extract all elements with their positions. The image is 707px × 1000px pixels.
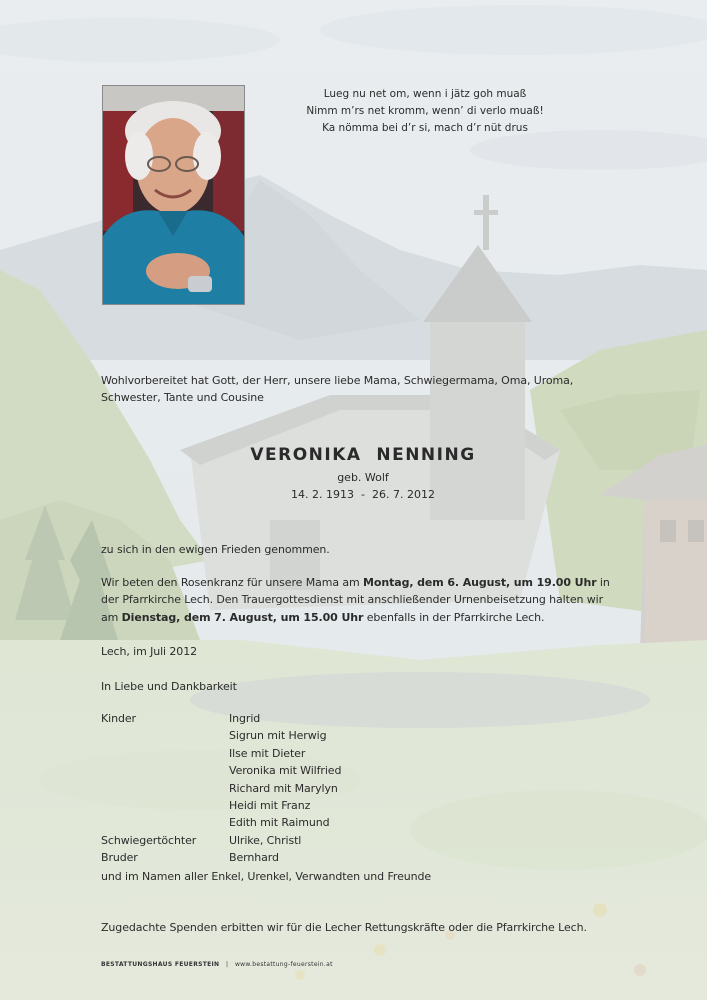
family-names: Ingrid (229, 712, 261, 725)
family-relation: Bruder (101, 851, 138, 865)
others-line: und im Namen aller Enkel, Urenkel, Verwandten und Freunde (101, 870, 432, 883)
maiden-name: geb. Wolf (337, 471, 389, 484)
peace-text: zu sich in den ewigen Frieden genommen. (101, 543, 330, 556)
family-names: Richard mit Marylyn (229, 781, 338, 795)
poem-line: Nimm m’rs net kromm, wenn’ di verlo muaß! (306, 105, 544, 117)
footer-website[interactable]: www.bestattung-feuerstein.at (234, 961, 333, 968)
donations-note: Zugedachte Spenden erbitten wir für die Lecher Rettungskräfte oder die Pfarrkirche Lech. (101, 921, 587, 934)
intro-text: Wohlvorbereitet hat Gott, der Herr, unsere liebe Mama, Schwiegermama, Oma, Uroma, Schwester, Tante und Cousine (101, 374, 574, 405)
family-relation (101, 745, 229, 762)
family-relation (101, 762, 229, 779)
rosary-date: Montag, dem 6. August, um 19.00 Uhr (363, 576, 597, 589)
family-row (101, 745, 601, 762)
family-names: Edith mit Raimund (229, 816, 330, 830)
family-relation (101, 727, 229, 744)
poem (300, 86, 550, 137)
footer-company: BESTATTUNGSHAUS FEUERSTEIN (101, 961, 220, 968)
family-list (101, 710, 601, 867)
service-text-3: ebenfalls in der Pfarrkirche Lech. (363, 610, 545, 624)
family-row (101, 814, 601, 831)
family-names: Bernhard (229, 851, 279, 865)
poem-line: Ka nömma bei d’r si, mach d’r nüt drus (322, 122, 528, 134)
family-relation: Kinder (101, 712, 136, 725)
service-info (101, 574, 611, 626)
funeral-date: Dienstag, dem 7. August, um 15.00 Uhr (121, 610, 364, 624)
family-names: Sigrun mit Herwig (229, 729, 327, 743)
family-names: Ilse mit Dieter (229, 746, 306, 760)
family-row (101, 780, 601, 797)
family-row (101, 849, 601, 866)
family-row (101, 727, 601, 744)
footer (101, 961, 333, 968)
life-dates: 14. 2. 1913 - 26. 7. 2012 (291, 488, 435, 501)
portrait-photo (102, 85, 245, 305)
portrait-image (103, 86, 244, 304)
footer-separator: | (226, 961, 229, 968)
family-row (101, 710, 601, 727)
family-relation (101, 797, 229, 814)
deceased-name: VERONIKA NENNING (250, 445, 476, 465)
family-row (101, 762, 601, 779)
family-relation: Schwiegertöchter (101, 833, 197, 847)
family-row (101, 797, 601, 814)
family-relation (101, 780, 229, 797)
family-names: Veronika mit Wilfried (229, 764, 342, 778)
place-date: Lech, im Juli 2012 (101, 645, 198, 658)
closing-phrase: In Liebe und Dankbarkeit (101, 680, 237, 693)
service-text-2: in der Pfarrkirche Lech. Den Trauergottesdienst mit anschließender Urnenbeisetzung halten wir am (101, 576, 610, 624)
family-row (101, 832, 601, 849)
family-names: Heidi mit Franz (229, 798, 311, 812)
family-relation (101, 814, 229, 831)
poem-line: Lueg nu net om, wenn i jätz goh muaß (323, 88, 527, 100)
family-names: Ulrike, Christl (229, 833, 302, 847)
service-text-1: Wir beten den Rosenkranz für unsere Mama am (101, 576, 364, 589)
